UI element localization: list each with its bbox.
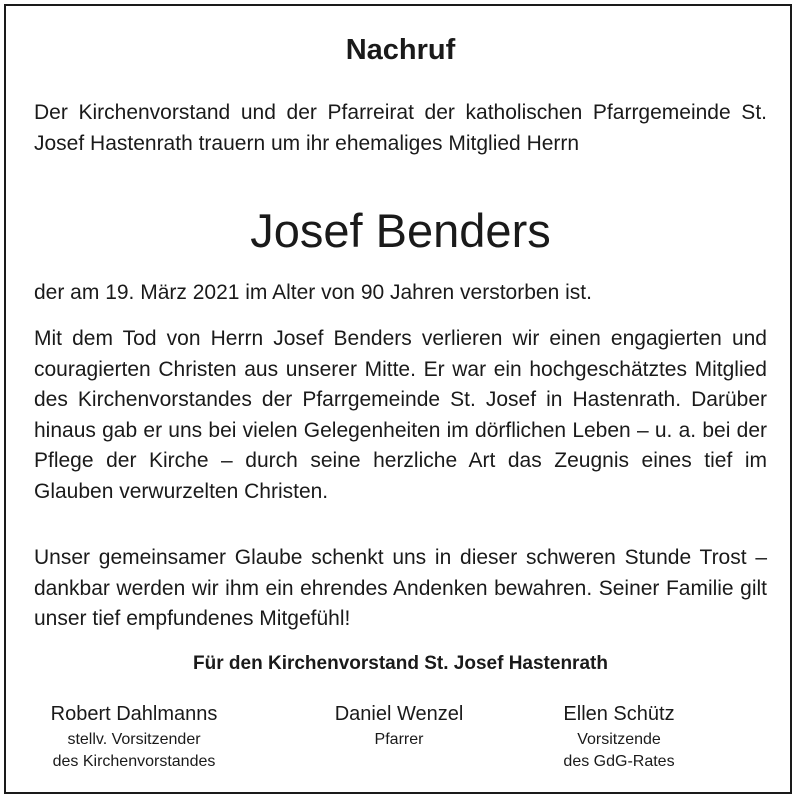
signer-daniel-wenzel [304, 700, 494, 751]
signer-role: Pfarrer [374, 731, 424, 748]
signer-name: Robert Dahlmanns [50, 703, 218, 725]
signer-role: stellv. Vorsitzender [67, 731, 201, 748]
death-line: der am 19. März 2021 im Alter von 90 Jahren verstorben ist. [34, 281, 592, 304]
signer-role-continued: des Kirchenvorstandes [52, 753, 216, 770]
signer-name: Daniel Wenzel [334, 703, 464, 725]
notice-heading: Nachruf [345, 34, 456, 66]
signer-robert-dahlmanns [34, 700, 234, 773]
tribute-paragraph: Mit dem Tod von Herrn Josef Benders verlieren wir einen engagierten und couragierten Christen aus unserer Mitte. Er war ein hochgeschätztes Mitglied des Kirchenvorstandes der Pfarrgemeinde St. Josef in Hastenrath. Darüber hinaus gab er uns bei vielen Gelegenheiten im dörflichen Leben – u. a. bei der Pflege der Kirche – durch seine herzliche Art das Zeugnis eines tief im Glauben verwurzelten Christen. [34, 327, 767, 503]
signoff-line: Für den Kirchenvorstand St. Josef Hastenrath [193, 653, 608, 674]
signer-name: Ellen Schütz [563, 703, 675, 725]
signer-role-continued: des GdG-Rates [563, 753, 675, 770]
deceased-name: Josef Benders [250, 204, 551, 257]
signer-ellen-schuetz [524, 700, 714, 773]
faith-paragraph: Unser gemeinsamer Glaube schenkt uns in dieser schweren Stunde Trost – dankbar werden wir ihm ein ehrendes Andenken bewahren. Seiner Familie gilt unser tief empfundenes Mitgefühl! [34, 546, 767, 630]
signer-role: Vorsitzende [577, 731, 661, 748]
intro-paragraph: Der Kirchenvorstand und der Pfarreirat der katholischen Pfarrgemeinde St. Josef Hastenrath trauern um ihr ehemaliges Mitglied Herrn [34, 101, 767, 155]
